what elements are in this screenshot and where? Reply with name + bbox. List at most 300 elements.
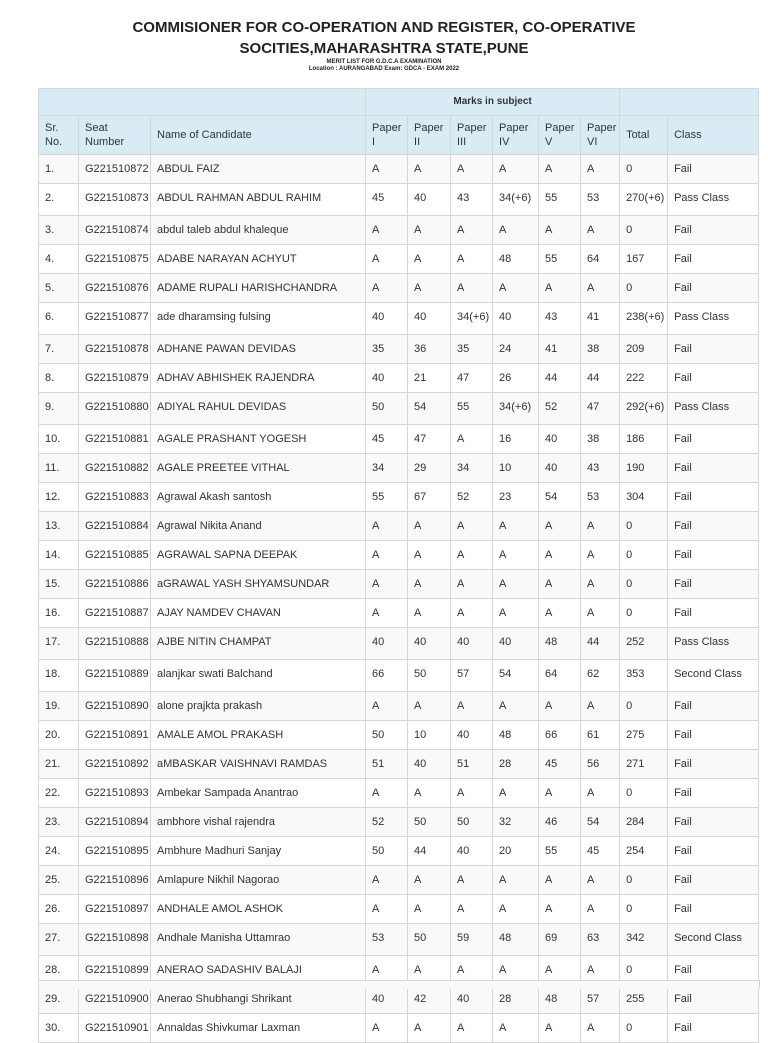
paper-6-cell: 38 <box>581 335 620 364</box>
total-cell: 0 <box>620 274 668 303</box>
paper-3-cell: 40 <box>451 628 493 660</box>
class-cell: Fail <box>668 425 759 454</box>
paper-3-cell: A <box>451 1014 493 1043</box>
candidate-name-cell: ambhore vishal rajendra <box>151 808 366 837</box>
paper-6-cell: 44 <box>581 628 620 660</box>
paper-4-cell: 48 <box>493 245 539 274</box>
sr-no-cell: 23. <box>39 808 79 837</box>
table-row <box>39 599 759 628</box>
sr-no-cell: 2. <box>39 184 79 216</box>
paper-2-cell: A <box>408 599 451 628</box>
paper-3-cell: A <box>451 866 493 895</box>
seat-number-cell: G221510889 <box>79 660 151 692</box>
paper-4-cell: 48 <box>493 924 539 956</box>
paper-6-cell: A <box>581 779 620 808</box>
candidate-name-cell: AGALE PRASHANT YOGESH <box>151 425 366 454</box>
paper-2-cell: 29 <box>408 454 451 483</box>
paper-2-cell: A <box>408 155 451 184</box>
seat-number-cell: G221510880 <box>79 393 151 425</box>
class-cell: Fail <box>668 155 759 184</box>
candidate-name-cell: ADABE NARAYAN ACHYUT <box>151 245 366 274</box>
sr-no-cell: 27. <box>39 924 79 956</box>
total-cell: 222 <box>620 364 668 393</box>
paper-6-cell: A <box>581 570 620 599</box>
paper-2-cell: A <box>408 570 451 599</box>
paper-3-cell: 55 <box>451 393 493 425</box>
seat-number-cell: G221510874 <box>79 216 151 245</box>
candidate-name-cell: Agrawal Nikita Anand <box>151 512 366 541</box>
candidate-name-cell: ADIYAL RAHUL DEVIDAS <box>151 393 366 425</box>
col-class: Class <box>668 116 759 155</box>
paper-3-cell: A <box>451 956 493 985</box>
paper-4-cell: A <box>493 956 539 985</box>
marks-in-subject-header: Marks in subject <box>366 89 620 116</box>
paper-1-cell: A <box>366 541 408 570</box>
table-body <box>39 155 759 1043</box>
paper-6-cell: A <box>581 274 620 303</box>
col-total: Total <box>620 116 668 155</box>
class-cell: Fail <box>668 779 759 808</box>
paper-4-cell: 48 <box>493 721 539 750</box>
table-row <box>39 541 759 570</box>
seat-number-cell: G221510875 <box>79 245 151 274</box>
paper-6-cell: 38 <box>581 425 620 454</box>
table-row <box>39 924 759 956</box>
class-cell: Fail <box>668 808 759 837</box>
table-row <box>39 808 759 837</box>
header-spacer <box>39 89 366 116</box>
paper-1-cell: 53 <box>366 924 408 956</box>
paper-1-cell: A <box>366 1014 408 1043</box>
class-cell: Fail <box>668 512 759 541</box>
total-cell: 0 <box>620 1014 668 1043</box>
sr-no-cell: 10. <box>39 425 79 454</box>
paper-6-cell: A <box>581 216 620 245</box>
paper-3-cell: 35 <box>451 335 493 364</box>
seat-number-cell: G221510882 <box>79 454 151 483</box>
paper-3-cell: 47 <box>451 364 493 393</box>
paper-5-cell: 46 <box>539 808 581 837</box>
paper-5-cell: 54 <box>539 483 581 512</box>
paper-5-cell: A <box>539 1014 581 1043</box>
seat-number-cell: G221510891 <box>79 721 151 750</box>
candidate-name-cell: Amlapure Nikhil Nagorao <box>151 866 366 895</box>
class-cell: Second Class <box>668 924 759 956</box>
table-row <box>39 303 759 335</box>
paper-4-cell: 20 <box>493 837 539 866</box>
paper-1-cell: A <box>366 216 408 245</box>
candidate-name-cell: alanjkar swati Balchand <box>151 660 366 692</box>
sr-no-cell: 8. <box>39 364 79 393</box>
col-paper-2: Paper II <box>408 116 451 155</box>
total-cell: 275 <box>620 721 668 750</box>
paper-1-cell: 51 <box>366 750 408 779</box>
paper-5-cell: 40 <box>539 425 581 454</box>
candidate-name-cell: Ambekar Sampada Anantrao <box>151 779 366 808</box>
paper-5-cell: 41 <box>539 335 581 364</box>
candidate-name-cell: aGRAWAL YASH SHYAMSUNDAR <box>151 570 366 599</box>
class-cell: Fail <box>668 750 759 779</box>
total-cell: 304 <box>620 483 668 512</box>
seat-number-cell: G221510888 <box>79 628 151 660</box>
paper-6-cell: 64 <box>581 245 620 274</box>
class-cell: Fail <box>668 483 759 512</box>
total-cell: 0 <box>620 599 668 628</box>
paper-6-cell: A <box>581 866 620 895</box>
paper-2-cell: 42 <box>408 985 451 1014</box>
total-cell: 342 <box>620 924 668 956</box>
candidate-name-cell: ADAME RUPALI HARISHCHANDRA <box>151 274 366 303</box>
paper-2-cell: 40 <box>408 303 451 335</box>
paper-5-cell: A <box>539 599 581 628</box>
paper-5-cell: 55 <box>539 245 581 274</box>
paper-1-cell: A <box>366 245 408 274</box>
paper-2-cell: 54 <box>408 393 451 425</box>
paper-1-cell: 35 <box>366 335 408 364</box>
col-paper-6: Paper VI <box>581 116 620 155</box>
class-cell: Second Class <box>668 660 759 692</box>
paper-4-cell: A <box>493 692 539 721</box>
seat-number-cell: G221510895 <box>79 837 151 866</box>
paper-1-cell: A <box>366 274 408 303</box>
table-row <box>39 425 759 454</box>
class-cell: Pass Class <box>668 184 759 216</box>
paper-5-cell: 45 <box>539 750 581 779</box>
paper-1-cell: A <box>366 956 408 985</box>
class-cell: Fail <box>668 956 759 985</box>
paper-3-cell: 40 <box>451 985 493 1014</box>
merit-list-subtitle: MERIT LIST FOR G.D.C.A EXAMINATION <box>326 59 442 65</box>
sr-no-cell: 20. <box>39 721 79 750</box>
candidate-name-cell: Ambhure Madhuri Sanjay <box>151 837 366 866</box>
paper-5-cell: A <box>539 512 581 541</box>
paper-1-cell: A <box>366 570 408 599</box>
sr-no-cell: 14. <box>39 541 79 570</box>
paper-1-cell: 45 <box>366 184 408 216</box>
title-line-2: SOCITIES,MAHARASHTRA STATE,PUNE <box>239 40 529 57</box>
paper-4-cell: 16 <box>493 425 539 454</box>
paper-6-cell: 54 <box>581 808 620 837</box>
candidate-name-cell: abdul taleb abdul khaleque <box>151 216 366 245</box>
sr-no-cell: 7. <box>39 335 79 364</box>
candidate-name-cell: AGALE PREETEE VITHAL <box>151 454 366 483</box>
sr-no-cell: 25. <box>39 866 79 895</box>
paper-1-cell: A <box>366 155 408 184</box>
seat-number-cell: G221510896 <box>79 866 151 895</box>
paper-5-cell: 48 <box>539 985 581 1014</box>
paper-1-cell: 40 <box>366 628 408 660</box>
candidate-name-cell: ADHAV ABHISHEK RAJENDRA <box>151 364 366 393</box>
paper-1-cell: 34 <box>366 454 408 483</box>
col-paper-5: Paper V <box>539 116 581 155</box>
table-head <box>39 89 759 155</box>
paper-5-cell: A <box>539 541 581 570</box>
paper-4-cell: 26 <box>493 364 539 393</box>
table-row <box>39 779 759 808</box>
total-cell: 0 <box>620 541 668 570</box>
class-cell: Fail <box>668 895 759 924</box>
class-cell: Fail <box>668 274 759 303</box>
sr-no-cell: 21. <box>39 750 79 779</box>
paper-4-cell: 34(+6) <box>493 184 539 216</box>
col-paper-3: Paper III <box>451 116 493 155</box>
paper-1-cell: 66 <box>366 660 408 692</box>
class-cell: Fail <box>668 721 759 750</box>
paper-6-cell: A <box>581 895 620 924</box>
paper-3-cell: 34(+6) <box>451 303 493 335</box>
total-cell: 238(+6) <box>620 303 668 335</box>
total-cell: 353 <box>620 660 668 692</box>
total-cell: 209 <box>620 335 668 364</box>
paper-2-cell: 47 <box>408 425 451 454</box>
paper-2-cell: 36 <box>408 335 451 364</box>
merit-list-table <box>38 88 759 1043</box>
paper-5-cell: A <box>539 779 581 808</box>
sr-no-cell: 13. <box>39 512 79 541</box>
paper-2-cell: 40 <box>408 628 451 660</box>
paper-2-cell: 40 <box>408 184 451 216</box>
table-row <box>39 570 759 599</box>
class-cell: Fail <box>668 216 759 245</box>
paper-5-cell: A <box>539 692 581 721</box>
sr-no-cell: 11. <box>39 454 79 483</box>
candidate-name-cell: Anerao Shubhangi Shrikant <box>151 985 366 1014</box>
table-row <box>39 335 759 364</box>
sr-no-cell: 9. <box>39 393 79 425</box>
class-cell: Fail <box>668 570 759 599</box>
paper-6-cell: A <box>581 155 620 184</box>
sr-no-cell: 28. <box>39 956 79 985</box>
paper-2-cell: 21 <box>408 364 451 393</box>
paper-5-cell: 52 <box>539 393 581 425</box>
candidate-name-cell: ANDHALE AMOL ASHOK <box>151 895 366 924</box>
candidate-name-cell: aMBASKAR VAISHNAVI RAMDAS <box>151 750 366 779</box>
seat-number-cell: G221510883 <box>79 483 151 512</box>
paper-1-cell: 40 <box>366 985 408 1014</box>
paper-5-cell: 43 <box>539 303 581 335</box>
total-cell: 292(+6) <box>620 393 668 425</box>
paper-1-cell: 50 <box>366 393 408 425</box>
paper-5-cell: 44 <box>539 364 581 393</box>
seat-number-cell: G221510887 <box>79 599 151 628</box>
candidate-name-cell: Andhale Manisha Uttamrao <box>151 924 366 956</box>
paper-2-cell: A <box>408 245 451 274</box>
paper-5-cell: 69 <box>539 924 581 956</box>
total-cell: 0 <box>620 956 668 985</box>
table-row <box>39 483 759 512</box>
seat-number-cell: G221510879 <box>79 364 151 393</box>
candidate-name-cell: ade dharamsing fulsing <box>151 303 366 335</box>
paper-4-cell: A <box>493 570 539 599</box>
paper-5-cell: A <box>539 866 581 895</box>
paper-1-cell: A <box>366 895 408 924</box>
paper-3-cell: A <box>451 425 493 454</box>
sr-no-cell: 16. <box>39 599 79 628</box>
seat-number-cell: G221510878 <box>79 335 151 364</box>
seat-number-cell: G221510897 <box>79 895 151 924</box>
table-row <box>39 245 759 274</box>
paper-3-cell: A <box>451 895 493 924</box>
seat-number-cell: G221510881 <box>79 425 151 454</box>
table-row <box>39 216 759 245</box>
paper-2-cell: A <box>408 541 451 570</box>
class-cell: Fail <box>668 1014 759 1043</box>
paper-5-cell: A <box>539 895 581 924</box>
paper-3-cell: 40 <box>451 837 493 866</box>
total-cell: 255 <box>620 985 668 1014</box>
sr-no-cell: 1. <box>39 155 79 184</box>
total-cell: 167 <box>620 245 668 274</box>
paper-6-cell: 61 <box>581 721 620 750</box>
paper-3-cell: 40 <box>451 721 493 750</box>
paper-6-cell: 56 <box>581 750 620 779</box>
candidate-name-cell: AMALE AMOL PRAKASH <box>151 721 366 750</box>
paper-4-cell: 54 <box>493 660 539 692</box>
paper-1-cell: 52 <box>366 808 408 837</box>
seat-number-cell: G221510886 <box>79 570 151 599</box>
paper-5-cell: 40 <box>539 454 581 483</box>
paper-4-cell: A <box>493 779 539 808</box>
candidate-name-cell: ADHANE PAWAN DEVIDAS <box>151 335 366 364</box>
seat-number-cell: G221510900 <box>79 985 151 1014</box>
class-cell: Fail <box>668 692 759 721</box>
paper-2-cell: 10 <box>408 721 451 750</box>
paper-4-cell: A <box>493 866 539 895</box>
paper-4-cell: 40 <box>493 303 539 335</box>
table-row <box>39 454 759 483</box>
total-cell: 0 <box>620 570 668 599</box>
paper-3-cell: A <box>451 541 493 570</box>
paper-4-cell: 34(+6) <box>493 393 539 425</box>
paper-5-cell: 64 <box>539 660 581 692</box>
paper-2-cell: A <box>408 1014 451 1043</box>
paper-6-cell: 53 <box>581 483 620 512</box>
paper-5-cell: A <box>539 570 581 599</box>
table-row <box>39 274 759 303</box>
sr-no-cell: 29. <box>39 985 79 1014</box>
class-cell: Fail <box>668 454 759 483</box>
candidate-name-cell: AGRAWAL SAPNA DEEPAK <box>151 541 366 570</box>
candidate-name-cell: ABDUL FAIZ <box>151 155 366 184</box>
paper-5-cell: A <box>539 155 581 184</box>
seat-number-cell: G221510890 <box>79 692 151 721</box>
table-row <box>39 512 759 541</box>
paper-4-cell: A <box>493 541 539 570</box>
paper-6-cell: 62 <box>581 660 620 692</box>
paper-3-cell: 57 <box>451 660 493 692</box>
paper-3-cell: 34 <box>451 454 493 483</box>
paper-5-cell: 55 <box>539 184 581 216</box>
table-row <box>39 155 759 184</box>
paper-6-cell: A <box>581 692 620 721</box>
paper-5-cell: A <box>539 274 581 303</box>
table-continuation <box>38 980 760 989</box>
seat-number-cell: G221510884 <box>79 512 151 541</box>
paper-1-cell: A <box>366 692 408 721</box>
paper-6-cell: A <box>581 512 620 541</box>
total-cell: 270(+6) <box>620 184 668 216</box>
sr-no-cell: 6. <box>39 303 79 335</box>
sr-no-cell: 4. <box>39 245 79 274</box>
paper-6-cell: 47 <box>581 393 620 425</box>
sr-no-cell: 12. <box>39 483 79 512</box>
col-name-of-candidate: Name of Candidate <box>151 116 366 155</box>
paper-5-cell: A <box>539 216 581 245</box>
paper-2-cell: A <box>408 866 451 895</box>
total-cell: 186 <box>620 425 668 454</box>
paper-4-cell: A <box>493 155 539 184</box>
paper-2-cell: 40 <box>408 750 451 779</box>
paper-4-cell: A <box>493 512 539 541</box>
seat-number-cell: G221510876 <box>79 274 151 303</box>
class-cell: Fail <box>668 541 759 570</box>
paper-6-cell: 44 <box>581 364 620 393</box>
paper-2-cell: A <box>408 895 451 924</box>
seat-number-cell: G221510893 <box>79 779 151 808</box>
paper-3-cell: A <box>451 216 493 245</box>
paper-4-cell: 23 <box>493 483 539 512</box>
table-row <box>39 866 759 895</box>
paper-4-cell: 10 <box>493 454 539 483</box>
paper-6-cell: A <box>581 1014 620 1043</box>
seat-number-cell: G221510901 <box>79 1014 151 1043</box>
paper-6-cell: 41 <box>581 303 620 335</box>
paper-6-cell: 45 <box>581 837 620 866</box>
table-row <box>39 750 759 779</box>
table-row <box>39 393 759 425</box>
paper-1-cell: A <box>366 599 408 628</box>
table-row <box>39 721 759 750</box>
class-cell: Pass Class <box>668 628 759 660</box>
table-row <box>39 628 759 660</box>
paper-2-cell: A <box>408 216 451 245</box>
total-cell: 0 <box>620 692 668 721</box>
paper-2-cell: 50 <box>408 660 451 692</box>
paper-1-cell: 45 <box>366 425 408 454</box>
total-cell: 254 <box>620 837 668 866</box>
paper-2-cell: 50 <box>408 924 451 956</box>
paper-1-cell: 40 <box>366 364 408 393</box>
table-row <box>39 184 759 216</box>
paper-5-cell: 55 <box>539 837 581 866</box>
sr-no-cell: 30. <box>39 1014 79 1043</box>
col-sr-no: Sr. No. <box>39 116 79 155</box>
paper-4-cell: A <box>493 599 539 628</box>
paper-3-cell: 50 <box>451 808 493 837</box>
seat-number-cell: G221510898 <box>79 924 151 956</box>
paper-6-cell: 53 <box>581 184 620 216</box>
paper-4-cell: A <box>493 1014 539 1043</box>
paper-3-cell: 59 <box>451 924 493 956</box>
paper-2-cell: 50 <box>408 808 451 837</box>
paper-4-cell: 24 <box>493 335 539 364</box>
total-cell: 0 <box>620 512 668 541</box>
paper-1-cell: 50 <box>366 837 408 866</box>
paper-2-cell: 67 <box>408 483 451 512</box>
paper-1-cell: 40 <box>366 303 408 335</box>
document-header <box>0 0 768 73</box>
class-cell: Pass Class <box>668 393 759 425</box>
paper-6-cell: A <box>581 541 620 570</box>
paper-3-cell: 43 <box>451 184 493 216</box>
paper-3-cell: A <box>451 599 493 628</box>
paper-3-cell: A <box>451 570 493 599</box>
sr-no-cell: 22. <box>39 779 79 808</box>
candidate-name-cell: Agrawal Akash santosh <box>151 483 366 512</box>
paper-2-cell: A <box>408 692 451 721</box>
paper-5-cell: 66 <box>539 721 581 750</box>
total-cell: 0 <box>620 779 668 808</box>
